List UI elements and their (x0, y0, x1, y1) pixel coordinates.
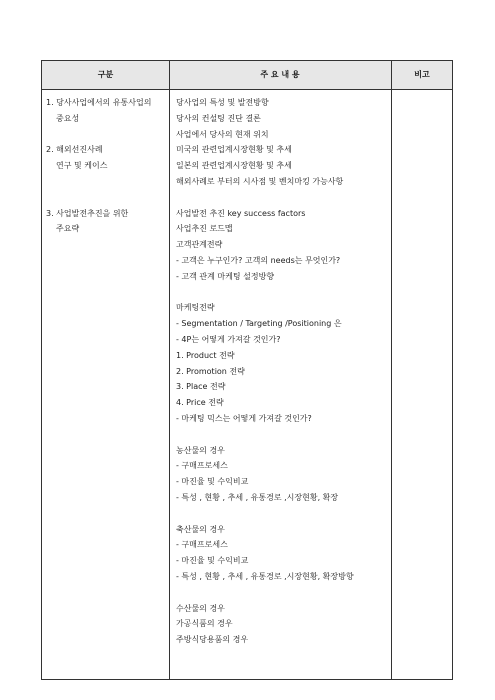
content-line: - 특성 , 현황 , 추세 , 유통경로 ,시장현황, 확장 (176, 492, 339, 502)
header-category: 구분 (97, 70, 114, 79)
content-line: - Segmentation / Targeting /Positioning 은 (176, 319, 342, 329)
content-line: - 특성 , 현황 , 추세 , 유통경로 ,시장현황, 확장방향 (176, 571, 354, 581)
category-line: 중요성 (56, 113, 80, 123)
category-line: 연구 및 케이스 (56, 161, 108, 171)
content-line: - 4P는 어떻게 가져갈 것인가? (176, 334, 281, 344)
content-line: 일본의 관련업계시장현황 및 추세 (176, 161, 292, 171)
content-line: 해외사례로 부터의 시사점 및 벤치마킹 가능사항 (176, 176, 344, 186)
column-divider-1 (169, 61, 170, 679)
content-line: 수산물의 경우 (176, 603, 225, 613)
header-remarks: 비고 (414, 70, 430, 79)
content-line: 축산물의 경우 (176, 524, 225, 534)
content-line: 3. Place 전략 (176, 382, 226, 392)
blank-line (46, 127, 168, 143)
content-line: 농산물의 경우 (176, 445, 225, 455)
blank-line (176, 285, 388, 301)
blank-line (176, 585, 388, 601)
blank-line (46, 190, 168, 206)
category-line: 3. 사업발전추진을 위한 (46, 208, 129, 218)
content-line: - 고객은 누구인가? 고객의 needs는 무엇인가? (176, 255, 341, 265)
blank-line (176, 190, 388, 206)
content-line: - 구매프로세스 (176, 461, 228, 471)
category-column (46, 95, 168, 237)
content-line: 2. Promotion 전략 (176, 366, 245, 376)
blank-line (176, 427, 388, 443)
blank-line (176, 506, 388, 522)
content-line: 사업발전 추진 key success factors (176, 208, 306, 218)
content-line: 4. Price 전략 (176, 398, 224, 408)
content-line: - 구매프로세스 (176, 540, 228, 550)
category-line: 주요략 (56, 224, 80, 234)
content-line: - 고객 관계 마케팅 설정방향 (176, 271, 275, 281)
content-line: - 마진율 및 수익비교 (176, 477, 249, 487)
column-divider-2 (391, 61, 392, 679)
content-table (41, 60, 453, 680)
content-line: 마케팅전략 (176, 303, 215, 313)
content-line: 당사업의 특성 및 발전방향 (176, 98, 269, 107)
content-line: - 마진율 및 수익비교 (176, 556, 249, 566)
content-line: 사업추진 로드맵 (176, 224, 233, 234)
header-main-content: 주 요 내 용 (260, 70, 300, 79)
category-line: 2. 해외선진사례 (46, 145, 103, 155)
content-line: 고객관계전략 (176, 240, 223, 250)
content-line: 당사의 컨설팅 진단 결론 (176, 113, 261, 123)
content-line: 미국의 관련업계시장현황 및 추세 (176, 145, 292, 155)
content-line: 1. Product 전략 (176, 350, 235, 360)
category-line: 1. 당사사업에서의 유통사업의 (46, 98, 152, 107)
content-line: - 마케팅 믹스는 어떻게 가져갈 것인가? (176, 413, 312, 423)
content-line: 가공식품의 경우 (176, 619, 233, 629)
blank-line (46, 174, 168, 190)
main-content-column (176, 95, 388, 648)
content-line: 사업에서 당사의 현재 위치 (176, 129, 269, 139)
content-line: 주방식당용품의 경우 (176, 635, 249, 645)
